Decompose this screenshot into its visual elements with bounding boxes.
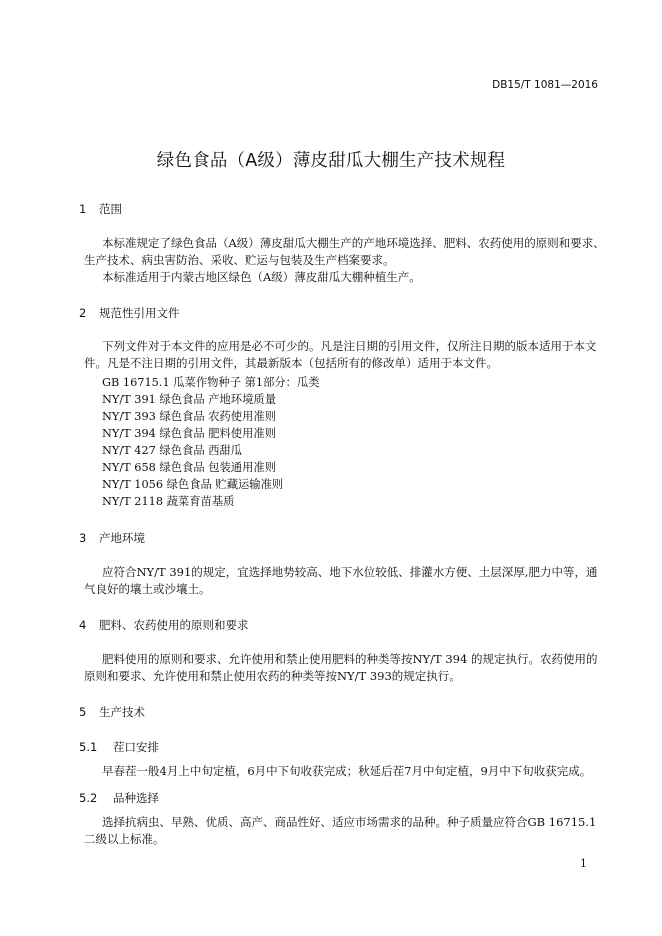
paragraph-line: 生产技术、病虫害防治、采收、贮运与包装及生产档案要求。 xyxy=(84,253,395,267)
section-5-heading xyxy=(79,704,145,720)
section-number: 3 xyxy=(79,531,87,545)
section-title: 肥料、农药使用的原则和要求 xyxy=(99,618,249,632)
subsection-5-2-heading xyxy=(79,790,159,806)
paragraph-line: 肥料使用的原则和要求、允许使用和禁止使用肥料的种类等按NY/T 394 的规定执行。农药使用的 xyxy=(102,652,598,666)
page-number: 1 xyxy=(580,857,587,870)
paragraph-line: 本标准适用于内蒙古地区绿色（A级）薄皮甜瓜大棚种植生产。 xyxy=(102,270,421,284)
normative-reference: NY/T 427 绿色食品 西甜瓜 xyxy=(102,444,243,457)
normative-reference: NY/T 393 绿色食品 农药使用准则 xyxy=(102,410,276,423)
section-title: 产地环境 xyxy=(99,531,145,545)
document-title: 绿色食品（A级）薄皮甜瓜大棚生产技术规程 xyxy=(156,151,506,171)
section-title: 生产技术 xyxy=(99,705,145,719)
paragraph-line: 二级以上标准。 xyxy=(84,832,165,846)
paragraph-line: 件。凡是不注日期的引用文件，其最新版本（包括所有的修改单）适用于本文件。 xyxy=(84,356,498,370)
normative-reference: NY/T 391 绿色食品 产地环境质量 xyxy=(102,393,276,406)
section-2-paragraph-1 xyxy=(84,338,598,372)
section-number: 5 xyxy=(79,705,87,719)
normative-reference: NY/T 394 绿色食品 肥料使用准则 xyxy=(102,427,276,440)
subsection-title: 品种选择 xyxy=(113,791,159,805)
subsection-title: 茬口安排 xyxy=(113,740,159,754)
section-number: 2 xyxy=(79,306,87,320)
normative-reference: NY/T 1056 绿色食品 贮藏运输准则 xyxy=(102,478,284,491)
section-4-paragraph-1 xyxy=(84,651,598,685)
section-1-paragraph-1 xyxy=(84,235,605,269)
normative-reference: NY/T 2118 蔬菜育苗基质 xyxy=(102,495,235,508)
section-title: 范围 xyxy=(99,202,122,216)
paragraph-line: 下列文件对于本文件的应用是必不可少的。凡是注日期的引用文件，仅所注日期的版本适用于本文 xyxy=(102,339,597,353)
subsection-5-1-heading xyxy=(79,739,159,755)
subsection-number: 5.1 xyxy=(79,740,98,754)
paragraph-line: 选择抗病虫、早熟、优质、高产、商品性好、适应市场需求的品种。种子质量应符合GB 16715.1 xyxy=(102,815,597,829)
section-4-heading xyxy=(79,617,249,633)
paragraph-line: 气良好的壤土或沙壤土。 xyxy=(84,582,211,596)
section-title: 规范性引用文件 xyxy=(99,306,180,320)
section-3-heading xyxy=(79,530,145,546)
subsection-5-2-paragraph-1 xyxy=(84,814,598,848)
section-2-heading xyxy=(79,305,180,321)
paragraph-line: 应符合NY/T 391的规定，宜选择地势较高、地下水位较低、排灌水方便、土层深厚,肥力中等，通 xyxy=(102,565,598,579)
paragraph-line: 本标准规定了绿色食品（A级）薄皮甜瓜大棚生产的产地环境选择、肥料、农药使用的原则和要求、 xyxy=(102,236,605,250)
normative-reference: GB 16715.1 瓜菜作物种子 第1部分：瓜类 xyxy=(102,376,320,389)
section-number: 4 xyxy=(79,618,87,632)
standard-code: DB15/T 1081—2016 xyxy=(492,79,598,91)
section-number: 1 xyxy=(79,202,87,216)
paragraph-line: 原则和要求、允许使用和禁止使用农药的种类等按NY/T 393的规定执行。 xyxy=(84,669,461,683)
section-1-paragraph-2 xyxy=(84,269,598,286)
normative-reference: NY/T 658 绿色食品 包装通用准则 xyxy=(102,461,276,474)
subsection-5-1-paragraph-1 xyxy=(84,763,598,780)
section-3-paragraph-1 xyxy=(84,564,598,598)
paragraph-line: 早春茬一般4月上中旬定植，6月中下旬收获完成；秋延后茬7月中旬定植，9月中下旬收获完成。 xyxy=(102,764,592,778)
section-1-heading xyxy=(79,201,122,217)
subsection-number: 5.2 xyxy=(79,791,98,805)
